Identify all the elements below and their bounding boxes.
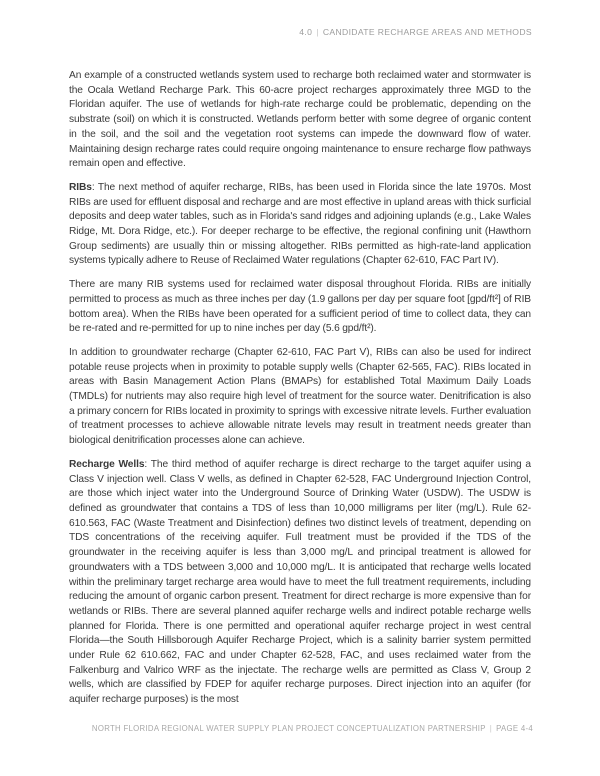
paragraph-text: An example of a constructed wetlands system used to recharge both reclaimed water and stormwater is the Ocala Wetland Recharge Park. This 60-acre project recharges approximately three MGD to the Floridan aquifer. The use of wetlands for high-rate recharge could be problematic, depending on the substrate (soil) on which it is constructed. Wetlands perform better with some degree of organic content in the soil, and the soil and the vegetation root systems can impede the downward flow of water. Maintaining design recharge rates could require ongoing maintenance to ensure recharge flow pathways remain open and effective. [69,70,531,170]
paragraph-text: In addition to groundwater recharge (Chapter 62-610, FAC Part V), RIBs can also be used for indirect potable reuse projects when in proximity to potable supply wells (Chapter 62-565, FAC). RIBs located in areas with Basin Management Action Plans (BMAPs) for established Total Maximum Daily Loads (TMDLs) for nutrients may also require high level of treatment for the source water. Denitrification is also a primary concern for RIBs located in proximity to springs with excessive nitrate levels. Further evaluation of treatment processes to achieve allowable nitrate levels may result in treatment needs greater than biological denitrification processes alone can achieve. [69,346,531,447]
paragraph-wetlands-example [69,69,531,172]
document-body [69,69,531,717]
page-header [299,27,532,37]
header-separator: | [316,27,319,37]
paragraph-indirect-potable [69,346,531,449]
paragraph-text: : The next method of aquifer recharge, RIBs, has been used in Florida since the late 1970s. Most RIBs are used for effluent disposal and recharge and are most effective in upland areas with thick surficial deposits and deep water tables, such as in Florida's sand ridges and adjoining uplands (e.g., Lake Wales Ridge, Mt. Dora Ridge, etc.). For deeper recharge to be effective, the regional confining unit (Hawthorn Group sediments) are usually thin or missing altogether. RIBs permitted as high-rate-land application systems typically adhere to Reuse of Reclaimed Water regulations (Chapter 62-610, FAC Part IV). [69,181,531,267]
footer-page-number: PAGE 4-4 [496,724,533,733]
footer-separator: | [489,724,493,733]
header-title: CANDIDATE RECHARGE AREAS AND METHODS [322,27,532,37]
paragraph-lead: RIBs [69,181,92,193]
footer-title: NORTH FLORIDA REGIONAL WATER SUPPLY PLAN PROJECT CONCEPTUALIZATION PARTNERSHIP [91,724,486,733]
paragraph-lead: Recharge Wells [69,458,145,470]
paragraph-ribs [69,181,531,269]
paragraph-recharge-wells [69,458,531,708]
paragraph-text: There are many RIB systems used for reclaimed water disposal throughout Florida. RIBs are initially permitted to process as much as three inches per day (1.9 gallons per day per square foot [gpd/ft²] of RIB bottom area). When the RIBs have been operated for a sufficient period of time to collect data, they can be re-rated and re-permitted for up to nine inches per day (5.6 gpd/ft²). [69,279,531,335]
paragraph-rib-systems [69,278,531,337]
page-footer [92,724,533,733]
paragraph-text: : The third method of aquifer recharge is direct recharge to the target aquifer using a Class V injection well. Class V wells, as defined in Chapter 62-528, FAC Underground Injection Control, are those which inject water into the Underground Source of Drinking Water (USDW). The USDW is defined as groundwater that contains a TDS of less than 10,000 milligrams per liter (mg/L). Rule 62-610.563, FAC (Waste Treatment and Disinfection) defines two distinct levels of treatment, depending on TDS concentrations of the receiving aquifer. Full treatment must be provided if the TDS of the groundwater in the receiving aquifer is less than 3,000 mg/L and principal treatment is allowed for groundwaters with a TDS between 3,000 and 10,000 mg/L. It is anticipated that recharge wells located within the preliminary target recharge area would have to meet the full treatment requirements, including reducing the amount of organic carbon present. Treatment for direct recharge is more expensive than for wetlands or RIBs. There are several planned aquifer recharge wells and indirect potable recharge wells planned for Florida. There is one permitted and operational aquifer recharge project in west central Florida—the South Hillsborough Aquifer Recharge Project, which is a salinity barrier system permitted under Rule 62 610.662, FAC and under Chapter 62-528, FAC, and uses reclaimed water from the Falkenburg and Valrico WRF as the injectate. The recharge wells are permitted as Class V, Group 2 wells, which are classified by FDEP for aquifer recharge purposes. Direct injection into an aquifer (for aquifer recharge purposes) is the most [69,458,531,706]
header-section-number: 4.0 [299,27,313,37]
